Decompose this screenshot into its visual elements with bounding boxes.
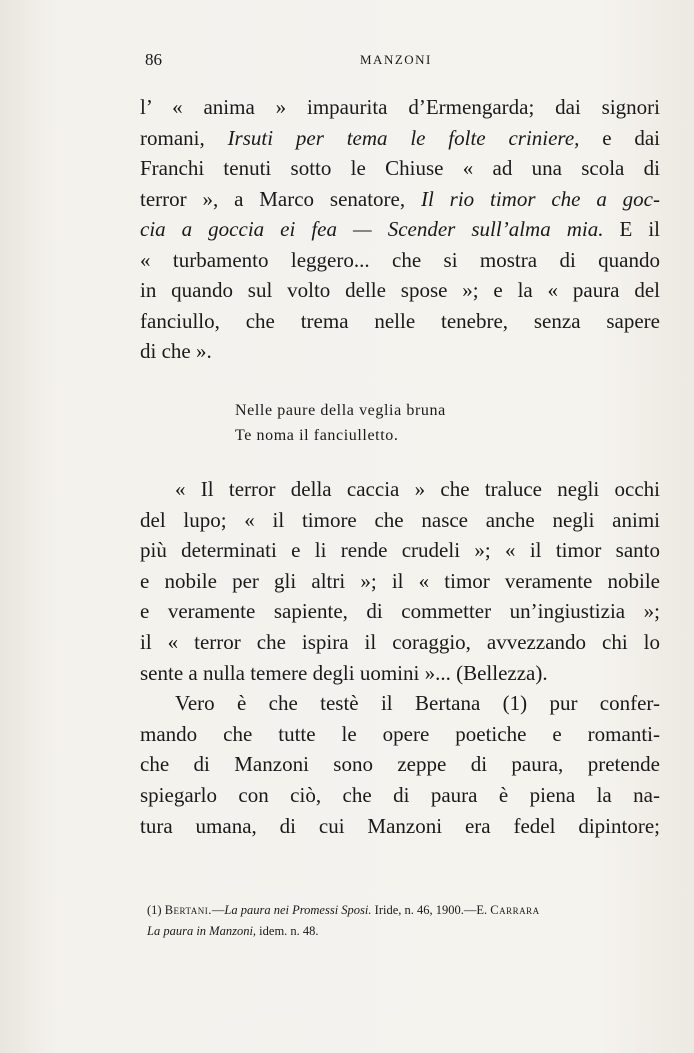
text-line: Franchi tenuti sotto le Chiuse « ad una scola di <box>140 156 660 180</box>
text-line: di che ». <box>140 339 212 363</box>
text-line: terror », a Marco senatore, Il rio timor che a goc- <box>140 186 661 211</box>
text-line: tura umana, di cui Manzoni era fedel dipintore; <box>140 813 660 838</box>
text-line: « Il terror della caccia » che traluce negli occhi <box>175 477 660 501</box>
text-line: del lupo; « il timore che nasce anche negli animi <box>140 507 660 532</box>
running-head: MANZONI <box>360 52 432 67</box>
page-number: 86 <box>145 50 162 69</box>
page-header <box>145 50 665 72</box>
text-line: che di Manzoni sono zeppe di paura, pretende <box>140 752 660 777</box>
text-line: spiegarlo con ciò, che di paura è piena la na- <box>140 782 660 807</box>
verse-quote <box>235 398 446 448</box>
italic-quote: Irsuti per tema le folte criniere, <box>227 125 580 150</box>
footnote-line: (1) Bertani.—La paura nei Promessi Sposi. Iride, n. 46, 1900.—E. Carrara <box>147 903 540 917</box>
italic-quote: cia a goccia ei fea — Scender sull’alma mia. <box>140 217 604 241</box>
text-line: « turbamento leggero... che si mostra di quando <box>140 247 660 272</box>
text-line: cia a goccia ei fea — Scender sull’alma mia. E il <box>140 217 660 241</box>
text-line: e nobile per gli altri »; il « timor veramente nobile <box>140 568 660 593</box>
text-line: in quando sul volto delle spose »; e la « paura del <box>140 278 660 302</box>
text-line: Vero è che testè il Bertana (1) pur confer- <box>175 691 660 716</box>
text-line: più determinati e li rende crudeli »; « il timor santo <box>140 538 660 563</box>
text-line: mando che tutte le opere poetiche e romanti- <box>140 721 660 746</box>
text-line: romani, Irsuti per tema le folte criniere, e dai <box>140 125 661 150</box>
text-line: il « terror che ispira il coraggio, avvezzando chi lo <box>140 629 660 654</box>
verse-line: Nelle paure della veglia bruna <box>235 402 446 419</box>
text-line: fanciullo, che trema nelle tenebre, senza sapere <box>140 308 660 333</box>
text-line: sente a nulla temere degli uomini »... (Bellezza). <box>140 660 548 685</box>
text-line: e veramente sapiente, di commetter un’ingiustizia »; <box>140 599 660 624</box>
verse-line: Te noma il fanciulletto. <box>235 427 399 444</box>
paragraph-1 <box>140 92 660 367</box>
footnote <box>147 900 659 942</box>
text-line: l’ « anima » impaurita d’Ermengarda; dai signori <box>140 95 660 119</box>
footnote-line: La paura in Manzoni, idem. n. 48. <box>147 924 319 938</box>
italic-quote: Il rio timor che a goc- <box>420 186 661 211</box>
paragraph-2 <box>140 474 660 841</box>
